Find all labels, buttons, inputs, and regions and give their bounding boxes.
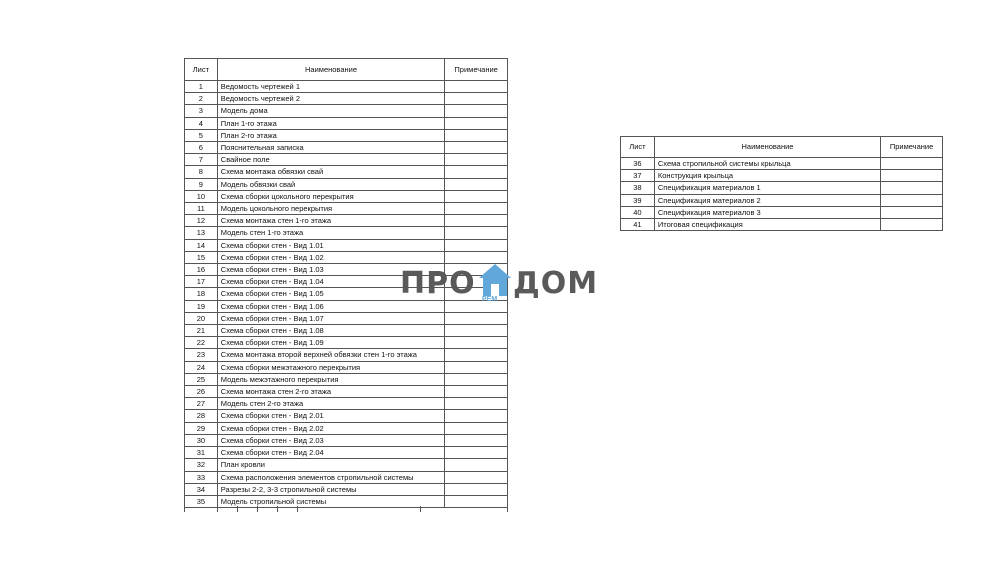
sheet-name: Схема сборки стен - Вид 2.02 — [217, 422, 444, 434]
sheet-note — [445, 117, 508, 129]
sheet-number: 22 — [185, 337, 218, 349]
sheet-name: Схема сборки стен - Вид 1.07 — [217, 312, 444, 324]
sheet-number: 31 — [185, 447, 218, 459]
sheet-name: Схема сборки стен - Вид 2.04 — [217, 447, 444, 459]
sheet-note — [445, 239, 508, 251]
table-row — [185, 227, 508, 239]
header-name: Наименование — [654, 137, 880, 158]
sheet-note — [445, 398, 508, 410]
sheet-note — [445, 166, 508, 178]
sheet-number: 33 — [185, 471, 218, 483]
sheet-number: 17 — [185, 276, 218, 288]
sheet-note — [445, 349, 508, 361]
sheet-number: 27 — [185, 398, 218, 410]
sheet-note — [445, 105, 508, 117]
sheet-number: 38 — [621, 182, 655, 194]
sheet-number: 9 — [185, 178, 218, 190]
sheet-name: Спецификация материалов 1 — [654, 182, 880, 194]
sheet-note — [445, 422, 508, 434]
sheet-number: 14 — [185, 239, 218, 251]
sheet-note — [881, 206, 943, 218]
sheet-number: 30 — [185, 434, 218, 446]
sheet-note — [881, 182, 943, 194]
sheet-name: План 2-го этажа — [217, 129, 444, 141]
table-row — [185, 129, 508, 141]
sheet-number: 16 — [185, 264, 218, 276]
sheet-name: Схема монтажа стен 2-го этажа — [217, 386, 444, 398]
table-row — [185, 337, 508, 349]
table-row — [185, 447, 508, 459]
sheet-note — [881, 170, 943, 182]
table-header-row — [185, 59, 508, 81]
sheet-number: 21 — [185, 325, 218, 337]
sheet-number: 4 — [185, 117, 218, 129]
sheet-name: Ведомость чертежей 2 — [217, 93, 444, 105]
sheet-note — [445, 142, 508, 154]
sheet-number: 41 — [621, 219, 655, 231]
table-row — [185, 483, 508, 495]
sheet-number: 18 — [185, 288, 218, 300]
sheet-number: 24 — [185, 361, 218, 373]
sheet-name: Модель дома — [217, 105, 444, 117]
sheet-name: Модель цокольного перекрытия — [217, 203, 444, 215]
sheet-name: Схема расположения элементов стропильной системы — [217, 471, 444, 483]
sheet-note — [445, 325, 508, 337]
table-row — [185, 178, 508, 190]
sheet-name: Схема сборки стен - Вид 1.09 — [217, 337, 444, 349]
table-row — [185, 410, 508, 422]
sheet-number: 25 — [185, 373, 218, 385]
sheet-name: Схема сборки стен - Вид 2.01 — [217, 410, 444, 422]
sheet-name: Ведомость чертежей 1 — [217, 81, 444, 93]
sheet-note — [445, 129, 508, 141]
table-row — [185, 325, 508, 337]
sheet-number: 20 — [185, 312, 218, 324]
table-row — [185, 471, 508, 483]
sheet-name: Пояснительная записка — [217, 142, 444, 154]
cut-off-row — [184, 506, 508, 512]
sheet-number: 7 — [185, 154, 218, 166]
sheet-number: 39 — [621, 194, 655, 206]
sheet-number: 23 — [185, 349, 218, 361]
table-row — [621, 206, 943, 218]
header-note: Примечание — [881, 137, 943, 158]
sheet-number: 34 — [185, 483, 218, 495]
sheet-note — [445, 178, 508, 190]
sheet-number: 3 — [185, 105, 218, 117]
sheet-number: 32 — [185, 459, 218, 471]
table-row — [621, 158, 943, 170]
sheet-number: 10 — [185, 190, 218, 202]
table-row — [185, 422, 508, 434]
sheet-note — [445, 154, 508, 166]
sheet-note — [445, 337, 508, 349]
sheet-number: 13 — [185, 227, 218, 239]
sheet-note — [445, 459, 508, 471]
sheet-name: Схема сборки межэтажного перекрытия — [217, 361, 444, 373]
header-sheet: Лист — [621, 137, 655, 158]
table-row — [185, 154, 508, 166]
table-row — [185, 459, 508, 471]
sheet-name: Схема сборки стен - Вид 1.08 — [217, 325, 444, 337]
table-row — [185, 203, 508, 215]
table-row — [185, 105, 508, 117]
sheet-name: Схема сборки цокольного перекрытия — [217, 190, 444, 202]
sheet-name: Схема сборки стен - Вид 2.03 — [217, 434, 444, 446]
sheet-number: 2 — [185, 93, 218, 105]
sheet-name: Схема монтажа второй верхней обвязки стен 1-го этажа — [217, 349, 444, 361]
sheet-note — [445, 434, 508, 446]
sheet-number: 5 — [185, 129, 218, 141]
sheet-name: Модель обвязки свай — [217, 178, 444, 190]
table-row — [185, 312, 508, 324]
watermark-logo — [400, 262, 600, 312]
sheet-number: 35 — [185, 495, 218, 507]
sheet-number: 6 — [185, 142, 218, 154]
sheet-note — [881, 219, 943, 231]
table-row — [185, 142, 508, 154]
header-sheet: Лист — [185, 59, 218, 81]
sheet-note — [881, 158, 943, 170]
sheet-name: Схема сборки стен - Вид 1.06 — [217, 300, 444, 312]
sheet-name: План кровли — [217, 459, 444, 471]
sheet-note — [445, 93, 508, 105]
sheet-name: Разрезы 2-2, 3-3 стропильной системы — [217, 483, 444, 495]
table-row — [185, 215, 508, 227]
sheet-note — [445, 227, 508, 239]
sheet-note — [445, 190, 508, 202]
table-row — [185, 93, 508, 105]
sheet-number: 29 — [185, 422, 218, 434]
sheet-name: Модель стропильной системы — [217, 495, 444, 507]
sheet-number: 26 — [185, 386, 218, 398]
table-row — [185, 117, 508, 129]
sheet-note — [445, 447, 508, 459]
sheet-number: 36 — [621, 158, 655, 170]
sheet-note — [445, 471, 508, 483]
sheet-note — [881, 194, 943, 206]
sheet-number: 1 — [185, 81, 218, 93]
sheet-note — [445, 215, 508, 227]
table-row — [621, 219, 943, 231]
sheet-note — [445, 386, 508, 398]
sheet-name: Модель межэтажного перекрытия — [217, 373, 444, 385]
sheet-number: 40 — [621, 206, 655, 218]
table-row — [185, 398, 508, 410]
sheet-name: Схема сборки стен - Вид 1.04 — [217, 276, 444, 288]
table-row — [185, 239, 508, 251]
sheet-name: Модель стен 1-го этажа — [217, 227, 444, 239]
logo-text-left: ПРО — [400, 266, 476, 301]
sheet-number: 8 — [185, 166, 218, 178]
sheet-name: Схема сборки стен - Вид 1.05 — [217, 288, 444, 300]
sheet-name: Схема сборки стен - Вид 1.01 — [217, 239, 444, 251]
sheet-number: 19 — [185, 300, 218, 312]
table-row — [621, 194, 943, 206]
sheet-note — [445, 203, 508, 215]
sheet-number: 37 — [621, 170, 655, 182]
sheet-name: Спецификация материалов 2 — [654, 194, 880, 206]
sheet-name: Схема монтажа стен 1-го этажа — [217, 215, 444, 227]
sheet-number: 11 — [185, 203, 218, 215]
sheet-name: Итоговая спецификация — [654, 219, 880, 231]
sheet-note — [445, 312, 508, 324]
sheet-note — [445, 410, 508, 422]
table-row — [185, 166, 508, 178]
sheet-name: Конструкция крыльца — [654, 170, 880, 182]
table-row — [621, 182, 943, 194]
sheet-name: Схема сборки стен - Вид 1.03 — [217, 264, 444, 276]
sheet-name: Схема сборки стен - Вид 1.02 — [217, 251, 444, 263]
table-row — [185, 190, 508, 202]
sheet-name: Модель стен 2-го этажа — [217, 398, 444, 410]
sheet-note — [445, 81, 508, 93]
logo-text-right: ДОМ — [513, 266, 599, 301]
sheet-note — [445, 361, 508, 373]
table-row — [185, 361, 508, 373]
logo-subtext: РЕМ — [482, 296, 498, 303]
header-name: Наименование — [217, 59, 444, 81]
table-row — [185, 373, 508, 385]
sheet-name: Схема стропильной системы крыльца — [654, 158, 880, 170]
sheet-name: Свайное поле — [217, 154, 444, 166]
sheet-number: 15 — [185, 251, 218, 263]
sheet-number: 12 — [185, 215, 218, 227]
sheet-note — [445, 373, 508, 385]
sheet-name: План 1-го этажа — [217, 117, 444, 129]
sheet-note — [445, 483, 508, 495]
table-row — [185, 81, 508, 93]
table-row — [621, 170, 943, 182]
sheet-name: Схема монтажа обвязки свай — [217, 166, 444, 178]
table-row — [185, 386, 508, 398]
table-header-row — [621, 137, 943, 158]
sheet-name: Спецификация материалов 3 — [654, 206, 880, 218]
header-note: Примечание — [445, 59, 508, 81]
sheet-number: 28 — [185, 410, 218, 422]
table-row — [185, 434, 508, 446]
table-row — [185, 349, 508, 361]
drawings-list-table-2 — [620, 136, 943, 231]
